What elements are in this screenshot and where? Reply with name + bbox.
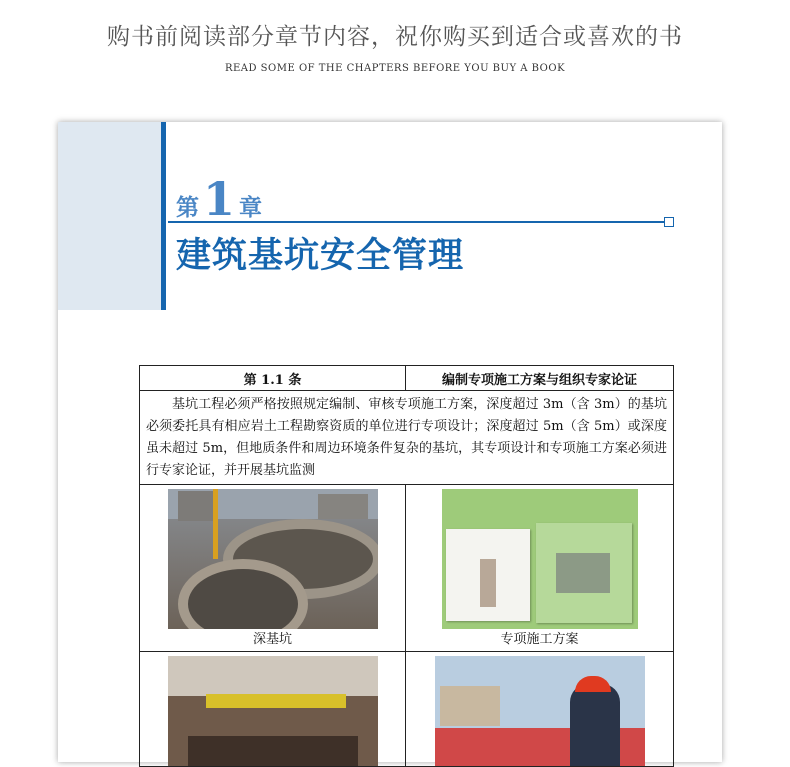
chapter-vertical-bar bbox=[161, 122, 166, 310]
image-cell-meeting bbox=[140, 652, 406, 767]
chapter-title: 建筑基坑安全管理 bbox=[176, 236, 465, 276]
image-cell-survey bbox=[406, 652, 674, 767]
book-page bbox=[58, 122, 722, 762]
article-title: 编制专项施工方案与组织专家论证 bbox=[406, 366, 674, 391]
chapter-rule-square bbox=[664, 217, 674, 227]
chapter-prefix: 第 bbox=[176, 195, 199, 221]
image-cell-pit bbox=[140, 485, 406, 652]
table-image-row bbox=[140, 652, 674, 767]
construction-plan-photo bbox=[442, 489, 638, 629]
photo-caption: 深基坑 bbox=[252, 632, 292, 647]
article-table bbox=[139, 365, 674, 767]
chapter-number: 1 bbox=[203, 172, 236, 226]
header-english: READ SOME OF THE CHAPTERS BEFORE YOU BUY A BOOK bbox=[224, 63, 566, 74]
table-paragraph-row bbox=[140, 391, 674, 485]
table-image-row bbox=[140, 485, 674, 652]
table-header-row bbox=[140, 366, 674, 391]
chapter-heading bbox=[176, 172, 262, 226]
chapter-decoration-block bbox=[58, 122, 161, 310]
image-cell-plan bbox=[406, 485, 674, 652]
article-paragraph: 基坑工程必须严格按照规定编制、审核专项施工方案，深度超过 3m（含 3m）的基坑必须委托具有相应岩土工程勘察资质的单位进行专项设计；深度超过 5m（含 5m）或深度虽未超过 5m，但地质条件和周边环境条件复杂的基坑，其专项设计和专项施工方案必须进行专家论证，并开展基坑监测 bbox=[140, 391, 674, 485]
photo-caption: 专项施工方案 bbox=[500, 632, 579, 647]
header-chinese: 购书前阅读部分章节内容，祝你购买到适合或喜欢的书 bbox=[107, 24, 683, 50]
chapter-suffix: 章 bbox=[239, 195, 263, 221]
article-number: 第 1.1 条 bbox=[140, 366, 406, 391]
deep-pit-photo bbox=[168, 489, 378, 629]
